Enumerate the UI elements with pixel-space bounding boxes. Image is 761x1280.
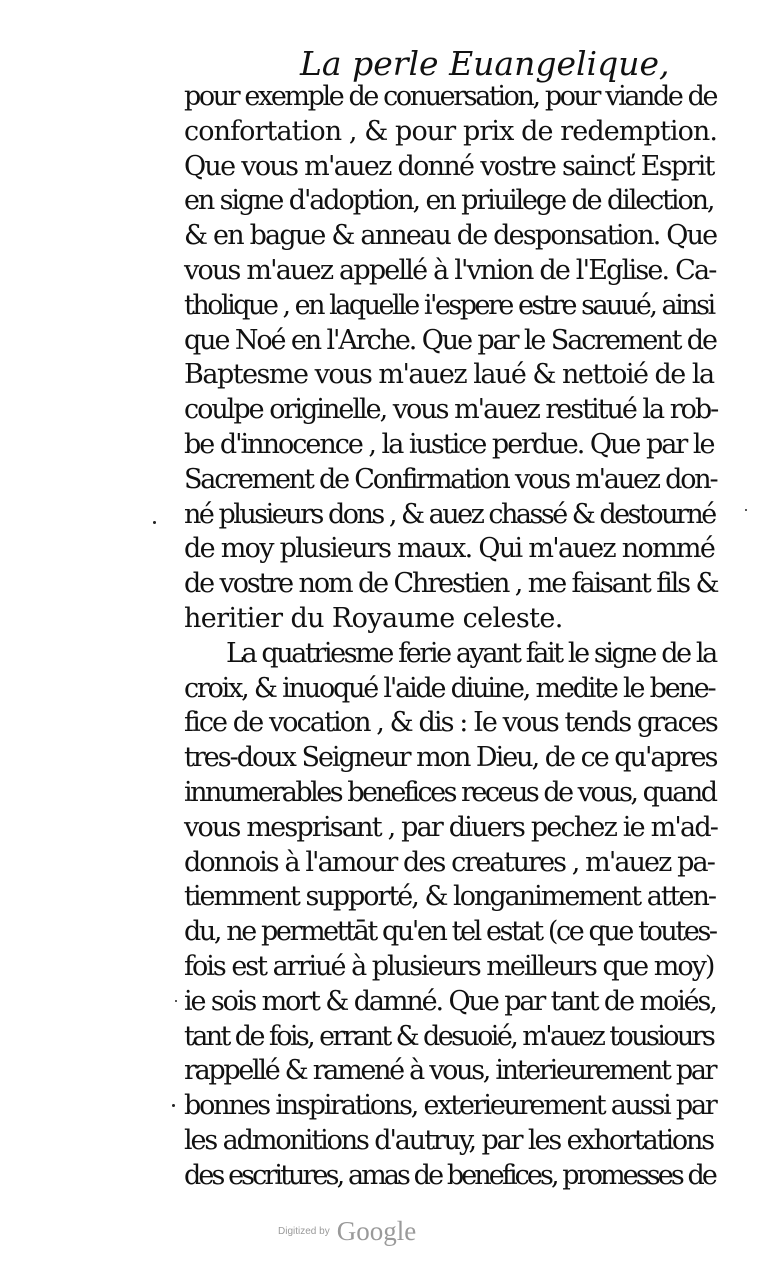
body-text	[184, 80, 716, 1194]
text-line: vous mesprisant , par diuers pechez ie m'ad-	[184, 811, 718, 843]
text-line: ie sois mort & damné. Que par tant de moiés,	[184, 985, 716, 1017]
watermark-brand: Google	[336, 1216, 417, 1246]
text-line: fice de vocation , & dis : Ie vous tends graces	[184, 707, 717, 739]
text-line: tant de fois, errant & desuoié, m'auez tousiours	[184, 1020, 714, 1052]
text-line: & en bague & anneau de desponsation. Que	[184, 220, 717, 252]
text-line: les admonitions d'autruy, par les exhortations	[184, 1124, 714, 1156]
text-line: Baptesme vous m'auez laué & nettoié de la	[184, 359, 714, 391]
text-line: tholique , en laquelle i'espere estre sauué, ainsi	[184, 289, 714, 321]
text-line: Que vous m'auez donné vostre saincť Esprit	[184, 150, 714, 182]
digitization-watermark	[278, 1216, 478, 1247]
text-line: coulpe originelle, vous m'auez restitué la rob-	[184, 394, 718, 426]
text-line: rappellé & ramené à vous, interieurement par	[184, 1055, 716, 1087]
paragraph-first-line: La quatriesme ferie ayant fait le signe de la	[226, 637, 716, 669]
text-line: heritier du Royaume celeste.	[184, 602, 563, 634]
text-line: fois est arriué à plusieurs meilleurs que moy)	[184, 950, 714, 982]
text-line: vous m'auez appellé à l'vnion de l'Eglise. Ca-	[184, 254, 716, 286]
watermark-prefix: Digitized by	[278, 1226, 330, 1237]
text-line: Sacrement de Confirmation vous m'auez don-	[184, 463, 717, 495]
scan-speck	[175, 1000, 177, 1002]
scan-speck	[745, 509, 747, 511]
text-line: tiemment supporté, & longanimement atten-	[184, 881, 716, 913]
text-line: des escritures, amas de benefices, promesses de	[184, 1159, 715, 1191]
scan-speck	[172, 1104, 175, 1107]
text-line: tres-doux Seigneur mon Dieu, de ce qu'apres	[184, 742, 717, 774]
text-line: bonnes inspirations, exterieurement aussi par	[184, 1090, 716, 1122]
running-head: La perle Euangelique,	[300, 44, 670, 83]
text-line: que Noé en l'Arche. Que par le Sacrement de	[184, 324, 716, 356]
text-line: pour exemple de conuersation, pour viande de	[184, 81, 717, 112]
text-line: innumerables benefices receus de vous, quand	[184, 776, 716, 808]
text-line: croix, & inuoqué l'aide diuine, medite le bene-	[184, 672, 715, 704]
scan-speck	[153, 521, 156, 524]
text-line: confortation , & pour prix de redemption.	[184, 115, 718, 147]
text-line: be d'innocence , la iustice perdue. Que par le	[184, 428, 714, 460]
text-line: en signe d'adoption, en priuilege de dilection,	[184, 185, 714, 217]
text-line: de vostre nom de Chrestien , me faisant fils &	[184, 568, 718, 600]
text-line: donnois à l'amour des creatures , m'auez pa-	[184, 846, 714, 878]
text-line: du, ne permettāt qu'en tel estat (ce que toutes-	[184, 916, 716, 948]
text-line: de moy plusieurs maux. Qui m'auez nommé	[184, 533, 715, 565]
text-line: né plusieurs dons , & auez chassé & destourné	[184, 498, 715, 530]
